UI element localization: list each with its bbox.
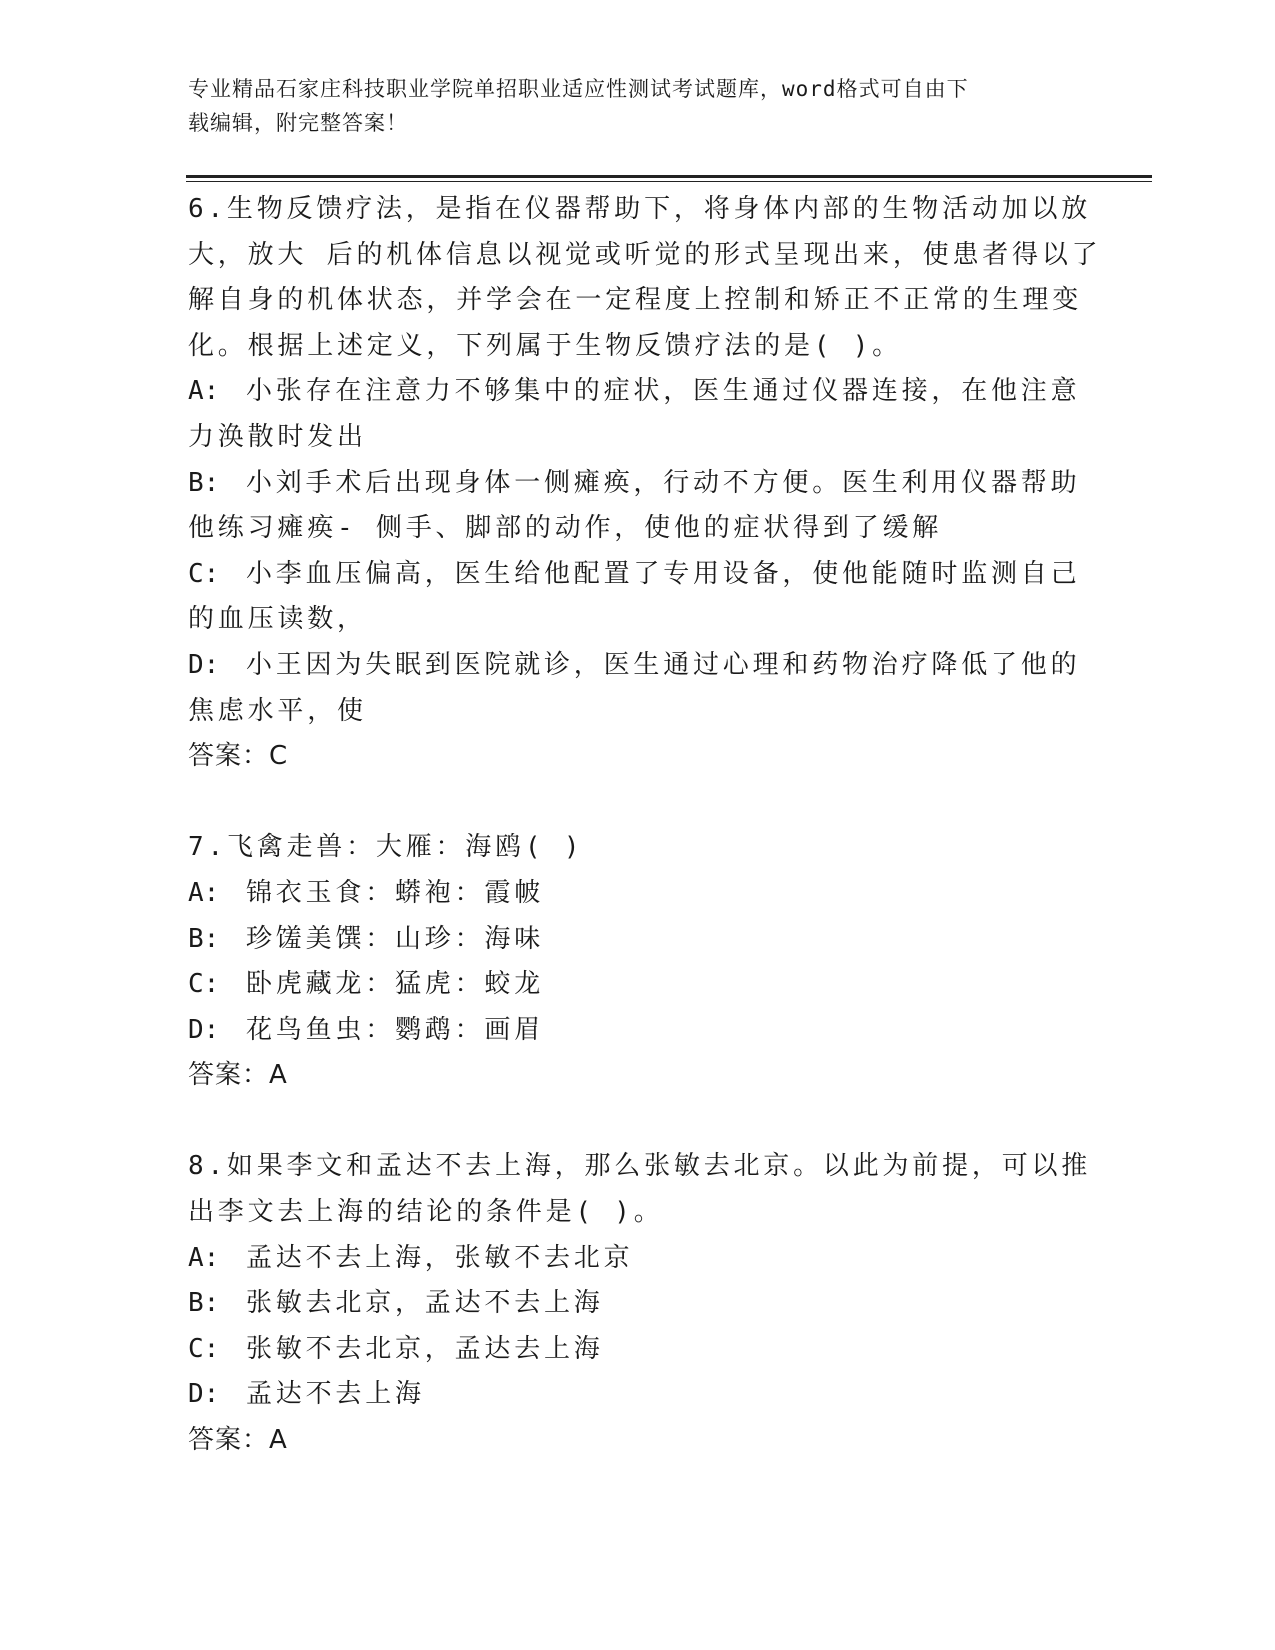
option-key: B: <box>188 467 220 498</box>
option-key: C: <box>188 558 220 589</box>
option-a-continued: 力涣散时发出 <box>188 421 367 452</box>
question-stem-line: 出李文去上海的结论的条件是( )。 <box>188 1197 664 1228</box>
option-text: 小张存在注意力不够集中的症状，医生通过仪器连接，在他注意 <box>246 376 1081 407</box>
question-6 <box>188 187 1102 780</box>
option-text: 张敏去北京，孟达不去上海 <box>246 1288 604 1319</box>
document-header <box>188 72 1068 140</box>
question-stem-line: 7.飞禽走兽：大雁：海鸥( ) <box>188 832 584 863</box>
option-text: 小刘手术后出现身体一侧瘫痪，行动不方便。医生利用仪器帮助 <box>246 467 1081 498</box>
question-stem-line: 大，放大 后的机体信息以视觉或听觉的形式呈现出来，使患者得以了 <box>188 239 1102 270</box>
option-key: A: <box>188 376 220 407</box>
option-text: 花鸟鱼虫：鹦鹉：画眉 <box>246 1014 545 1045</box>
option-key: B: <box>188 923 220 954</box>
option-text: 小李血压偏高，医生给他配置了专用设备，使他能随时监测自己 <box>246 558 1081 589</box>
option-key: D: <box>188 1379 220 1410</box>
option-key: A: <box>188 1242 220 1273</box>
option-key: B: <box>188 1288 220 1319</box>
question-list <box>188 187 1102 1464</box>
question-8 <box>188 1144 1092 1463</box>
option-key: A: <box>188 877 220 908</box>
option-d <box>188 1008 1068 1054</box>
option-key: D: <box>188 649 220 680</box>
option-d-continued: 焦虑水平，使 <box>188 695 367 726</box>
question-stem-line: 化。根据上述定义，下列属于生物反馈疗法的是( )。 <box>188 330 902 361</box>
option-d <box>188 1372 1068 1418</box>
spacer <box>188 1099 1068 1145</box>
option-c <box>188 962 1068 1008</box>
option-text: 小王因为失眠到医院就诊，医生通过心理和药物治疗降低了他的 <box>246 649 1081 680</box>
option-text: 孟达不去上海 <box>246 1379 425 1410</box>
option-b <box>188 1281 1068 1327</box>
option-text: 锦衣玉食：蟒袍：霞帔 <box>246 877 545 908</box>
question-7 <box>188 825 1068 1099</box>
question-stem-line: 6.生物反馈疗法，是指在仪器帮助下，将身体内部的生物活动加以放 <box>188 194 1092 224</box>
answer-line: 答案：A <box>188 1425 288 1456</box>
option-b <box>188 461 1081 507</box>
header-line-1: 专业精品石家庄科技职业学院单招职业适应性测试考试题库，word格式可自由下 <box>188 77 969 101</box>
option-key: D: <box>188 1014 220 1045</box>
header-divider-thin <box>186 181 1152 182</box>
option-b <box>188 917 1068 963</box>
option-a <box>188 1236 1068 1282</box>
option-a <box>188 369 1081 415</box>
option-b-continued: 他练习瘫痪- 侧手、脚部的动作，使他的症状得到了缓解 <box>188 513 943 544</box>
question-stem-line: 解自身的机体状态，并学会在一定程度上控制和矫正不正常的生理变 <box>188 285 1083 316</box>
option-text: 张敏不去北京，孟达去上海 <box>246 1333 604 1364</box>
header-line-2: 载编辑，附完整答案！ <box>188 111 408 135</box>
option-text: 孟达不去上海，张敏不去北京 <box>246 1242 634 1273</box>
option-a <box>188 871 1068 917</box>
option-text: 珍馐美馔：山珍：海味 <box>246 923 545 954</box>
option-c <box>188 1327 1068 1373</box>
option-d <box>188 643 1081 689</box>
header-divider-thick <box>186 175 1152 178</box>
question-stem-line: 8.如果李文和孟达不去上海，那么张敏去北京。以此为前提，可以推 <box>188 1151 1092 1182</box>
option-text: 卧虎藏龙：猛虎：蛟龙 <box>246 969 545 1000</box>
option-c <box>188 552 1081 598</box>
answer-line: 答案：A <box>188 1060 288 1091</box>
answer-line: 答案：C <box>188 741 289 772</box>
option-key: C: <box>188 969 220 1000</box>
option-key: C: <box>188 1333 220 1364</box>
spacer <box>188 780 1068 826</box>
option-c-continued: 的血压读数， <box>188 604 367 635</box>
